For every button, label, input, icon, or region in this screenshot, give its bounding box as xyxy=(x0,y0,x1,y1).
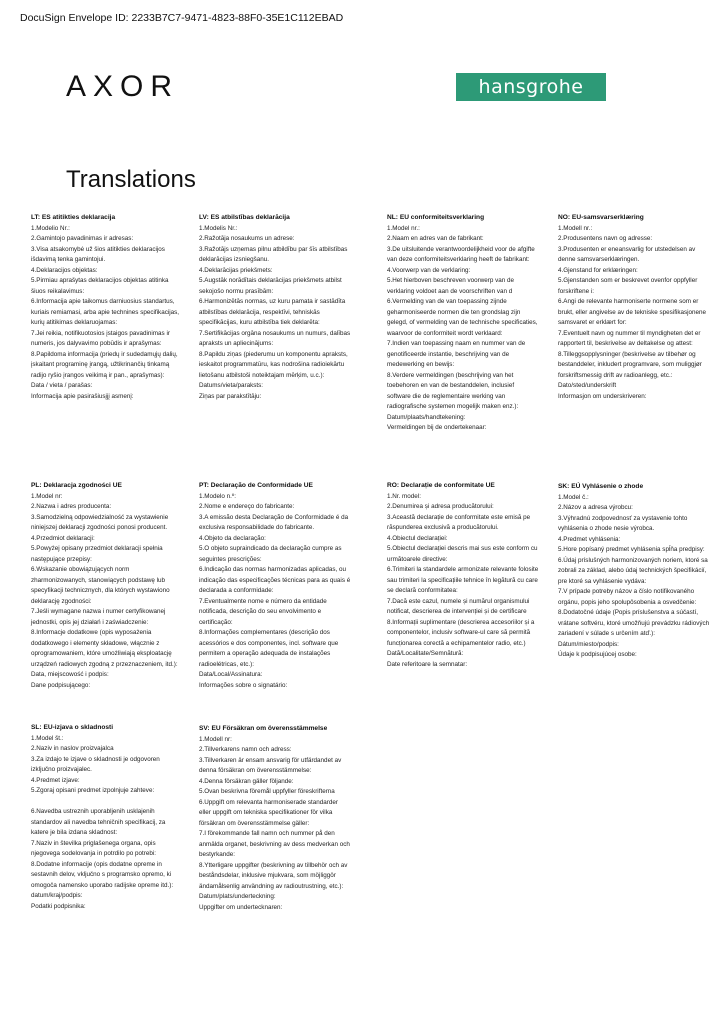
declaration-line: 8.Papildu ziņas (piederumu un komponentu apraksts, ieskaitot programmatūru, kas nodrošina radioiekārtu lietošanu atbilstoši noteiktajam mērķim, u.c.): xyxy=(199,350,348,379)
declaration-line: 3.Samodzielną odpowiedzialność za wystawienie niniejszej deklaracji zgodności ponosi producent. xyxy=(31,513,169,531)
declaration-line: 8.Informații suplimentare (descrierea accesoriilor și a componentelor, inclusiv software-ul care să permită funcționarea corectă a echipamentelor radio, etc.) xyxy=(387,618,535,647)
declaration-line: 7.Jei reikia, notifikuotosios įstaigos pavadinimas ir numeris, jos dalyvavimo pobūdis ir aprašymas: xyxy=(31,329,170,347)
page-title: Translations xyxy=(66,166,196,193)
declaration-line: 6.Angi de relevante harmoniserte normene som er brukt, eller angivelse av de tekniske spesifikasjonene samsvaret er erklært for: xyxy=(558,298,707,326)
declaration-lines xyxy=(31,224,183,403)
declaration-line: 1.Modell nr.: xyxy=(558,224,593,232)
declaration-line: 3.Tillverkaren är ensam ansvarig för utfärdandet av denna försäkran om överensstämmelse: xyxy=(199,756,342,774)
declaration-line: 8.Papildoma informacija (priedų ir sudedamųjų dalių, įskaitant programinę įrangą, užtikrinančių tinkamą radijo ryšio įrangos veikimą ir pan., aprašymas): xyxy=(31,350,178,379)
declaration-line: 2.Nazwa i adres producenta: xyxy=(31,503,112,510)
declaration-line: Dată/Localitate/Semnătură: xyxy=(387,650,464,657)
declaration-line: 3.Visa atsakomybė už šios atitikties deklaracijos išdavimą tenka gamintojui. xyxy=(31,245,165,263)
declaration-line: Informações sobre o signatário: xyxy=(199,681,288,689)
declaration-line: 1.Model št.: xyxy=(31,734,64,742)
declaration-line: Dátum/miesto/podpis: xyxy=(558,640,619,648)
declaration-line: 3.De uitsluitende verantwoordelijkheid voor de afgifte van deze conformiteitsverklaring heeft de fabrikant: xyxy=(387,245,535,263)
declaration-line: 6.Wskazanie obowiązujących norm zharmonizowanych, stanowiących podstawę lub specyfikacji technicznych, dla których wystawiono deklarację zgodności: xyxy=(31,566,170,605)
declaration-line: 4.Predmet izjave: xyxy=(31,776,80,784)
declaration-line: 8.Tilleggsopplysninger (beskrivelse av tilbehør og bestanddeler, inkludert programvare, som muliggjør forskriftsmessig drift av radioanlegg, etc.: xyxy=(558,350,702,379)
declaration-heading: SK: EÚ Vyhlásenie o zhode xyxy=(558,483,644,490)
declaration-line: 4.Przedmiot deklaracji: xyxy=(31,534,95,542)
declaration-line: 4.Objeto da declaração: xyxy=(199,534,266,542)
docusign-envelope-id: DocuSign Envelope ID: 2233B7C7-9471-4823-88F0-35E1C112EBAD xyxy=(20,12,344,24)
declaration-line: 1.Modelis Nr.: xyxy=(199,224,238,232)
declaration-block-nl xyxy=(387,213,539,434)
declaration-line: Dato/sted/underskrift xyxy=(558,382,617,389)
declaration-line: 4.Obiectul declarației: xyxy=(387,534,448,542)
declaration-line: 8.Verdere vermeldingen (beschrijving van het toebehoren en van de bestanddelen, inclusief software die de reglementaire werking van radiografische systemen mogelijk maken enz.): xyxy=(387,371,519,410)
declaration-line: 5.Powyżej opisany przedmiot deklaracji spełnia następujące przepisy: xyxy=(31,545,163,563)
declaration-line: 2.Produsentens navn og adresse: xyxy=(558,235,653,242)
declaration-line: 7.Naziv in številka priglašenega organa, opis njegovega sodelovanja in potrdilo po potrebi: xyxy=(31,839,156,857)
declaration-line: 4.Predmet vyhlásenia: xyxy=(558,535,621,543)
declaration-line: 5.O objeto supraindicado da declaração cumpre as seguintes prescrições: xyxy=(199,545,342,563)
declaration-line: 2.Gamintojo pavadinimas ir adresas: xyxy=(31,235,134,242)
declaration-block-pt xyxy=(199,481,351,691)
declaration-line: 7.V prípade potreby názov a číslo notifikovaného orgánu, popis jeho spolupôsobenia a osvedčenie: xyxy=(558,588,697,606)
declaration-line: 8.Dodatočné údaje (Popis príslušenstva a súčastí, vrátane softvéru, ktoré umožňujú prevádzku rádiových zariadení v súlade s určením atď.): xyxy=(558,609,710,637)
declaration-line: 3.Această declarație de conformitate este emisă pe răspunderea exclusivă a producătorului. xyxy=(387,513,531,531)
declaration-line: 6.Údaj príslušných harmonizovaných noriem, ktoré sa zobrali za základ, alebo údaj technických špecifikácií, pre ktoré sa vyhlásenie vydáva: xyxy=(558,556,708,585)
declaration-line: 3.Za izdajo te izjave o skladnosti je odgovoren izključno proizvajalec. xyxy=(31,755,160,773)
declaration-line: 1.Nr. model: xyxy=(387,492,421,500)
declaration-line: 3.Ražotājs uzņemas pilnu atbildību par šīs atbilstības deklarācijas izsniegšanu. xyxy=(199,245,348,263)
declaration-line: 5.Augstāk norādītais deklarācijas priekšmets atbilst sekojošo normu prasībām: xyxy=(199,277,342,295)
declaration-lines xyxy=(31,492,183,692)
declaration-line xyxy=(31,797,183,808)
declaration-line: 4.Deklarācijas priekšmets: xyxy=(199,266,273,274)
declaration-line: 2.Naam en adres van de fabrikant: xyxy=(387,235,484,242)
declaration-block-pl xyxy=(31,481,183,691)
declaration-line: 1.Model nr: xyxy=(31,492,63,500)
declaration-lines xyxy=(31,734,183,913)
declaration-line: 8.Informações complementares (descrição dos acessórios e dos componentes, incl. software que permitem a operação adequada de instalações radioelétricas, etc.): xyxy=(199,629,339,668)
declaration-lines xyxy=(387,492,539,671)
declaration-lines xyxy=(199,224,351,403)
declaration-heading: SL: EU-izjava o skladnosti xyxy=(31,724,114,731)
declaration-line: Data/Local/Assinatura: xyxy=(199,671,263,678)
declaration-block-sk xyxy=(558,482,710,661)
declaration-heading: NO: EU-samsvarserklæring xyxy=(558,214,644,221)
declaration-lines xyxy=(387,224,539,434)
declaration-lines xyxy=(199,492,351,692)
declaration-line: 4.Voorwerp van de verklaring: xyxy=(387,266,471,274)
declaration-line: Uppgifter om undertecknaren: xyxy=(199,903,283,911)
declaration-block-sl xyxy=(31,723,183,912)
declaration-line: 3.Výhradnú zodpovednosť za vystavenie tohto vyhlásenia o zhode nesie výrobca. xyxy=(558,514,688,532)
declaration-line: 3.Produsenten er eneansvarlig for utstedelsen av denne samsvarserklæringen. xyxy=(558,245,696,263)
declaration-line: 1.Model nr.: xyxy=(387,224,420,232)
declaration-line: Ziņas par parakstītāju: xyxy=(199,392,262,400)
declaration-line: 6.Trimiteri la standardele armonizate relevante folosite sau trimiteri la specificațiile tehnice în legătură cu care se declară conformitatea: xyxy=(387,566,539,594)
hansgrohe-logo: hansgrohe xyxy=(456,73,606,101)
declaration-lines xyxy=(558,224,710,403)
declaration-line: 1.Modelio Nr.: xyxy=(31,224,70,232)
declaration-line: 6.Indicação das normas harmonizadas aplicadas, ou indicação das especificações técnicas para as quais é declarada a conformidade: xyxy=(199,566,351,594)
declaration-line: 7.Eventuelt navn og nummer til myndigheten det er rapportert til, beskrivelse av deltakelse og attest: xyxy=(558,329,701,347)
declaration-line: 8.Dodatne informacije (opis dodatne opreme in sestavnih delov, vključno s programsko opremo, ki omogoča namensko uporabo radijske opreme itd.): xyxy=(31,860,174,889)
declaration-line: 1.Modell nr: xyxy=(199,735,232,743)
declaration-line: Informacija apie pasirašiusįjį asmenį: xyxy=(31,392,134,400)
declaration-line: 4.Gjenstand for erklæringen: xyxy=(558,266,638,274)
declaration-line: 5.Obiectul declarației descris mai sus este conform cu următoarele directive: xyxy=(387,545,538,563)
declaration-heading: PL: Deklaracja zgodności UE xyxy=(31,482,122,489)
declaration-line: Datum/plats/underteckning: xyxy=(199,893,276,900)
declaration-line: Dane podpisującego: xyxy=(31,681,91,689)
declaration-heading: NL: EU conformiteitsverklaring xyxy=(387,214,485,221)
declaration-heading: PT: Declaração de Conformidade UE xyxy=(199,482,313,489)
declaration-line: 7.Dacă este cazul, numele și numărul organismului notificat, descrierea de intervenției și de certificare xyxy=(387,597,530,615)
declaration-line: 4.Denna försäkran gäller följande: xyxy=(199,777,294,785)
declaration-line: 7.Sertifikācijas orgāna nosaukums un numurs, dalības apraksts un apliecinājums: xyxy=(199,329,351,347)
declaration-line: Date referitoare la semnatar: xyxy=(387,660,468,668)
declaration-line: 1.Modelo n.º: xyxy=(199,492,236,500)
declaration-line: 6.Navedba ustreznih uporabljenih usklajenih standardov ali navedba tehničnih specifikacij, za katere je bila izdana skladnost: xyxy=(31,808,166,836)
declaration-line: 5.Gjenstanden som er beskrevet ovenfor oppfyller forskriftene i: xyxy=(558,277,698,295)
declaration-line: 5.Ovan beskrivna föremål uppfyller föreskrifterna xyxy=(199,788,335,795)
declaration-line: 8.Ytterligare uppgifter (beskrivning av tillbehör och av beståndsdelar, inklusive mjukvara, som möjliggör ändamålsenlig användning av radioutrustning, etc.): xyxy=(199,861,348,890)
declaration-line: 2.Denumirea și adresa producătorului: xyxy=(387,503,494,510)
declaration-line: 8.Informacje dodatkowe (opis wyposażenia dodatkowego i elementy składowe, włącznie z oprogramowaniem, które umożliwiają eksploatację urządzeń radiowych zgodną z przeznaczeniem, itd.): xyxy=(31,629,178,668)
declaration-line: Datums/vieta/paraksts: xyxy=(199,382,264,389)
declaration-lines xyxy=(199,735,351,914)
declaration-line: Informasjon om underskriveren: xyxy=(558,392,647,400)
declaration-line: 7.Jeśli wymagane nazwa i numer certyfikowanej jednostki, opis jej działań i zaświadczenie: xyxy=(31,608,166,626)
declaration-line: Údaje k podpisujúcej osobe: xyxy=(558,651,637,658)
declaration-line: 5.Zgoraj opisani predmet izpolnjuje zahteve: xyxy=(31,787,155,794)
declaration-line: 2.Nome e endereço do fabricante: xyxy=(199,503,295,510)
declaration-line: 5.Hore popísaný predmet vyhlásenia spĺňa predpisy: xyxy=(558,546,705,553)
declaration-line: Data / vieta / parašas: xyxy=(31,382,93,389)
declaration-heading: RO: Declarație de conformitate UE xyxy=(387,482,495,489)
declaration-line: 5.Het hierboven beschreven voorwerp van de verklaring voldoet aan de voorschriften van d xyxy=(387,277,515,295)
declaration-line: 2.Naziv in naslov proizvajalca xyxy=(31,745,114,752)
declaration-line: 5.Pirmiau aprašytas deklaracijos objektas atitinka šiuos reikalavimus: xyxy=(31,277,169,295)
declaration-block-no xyxy=(558,213,710,402)
declaration-lines xyxy=(558,493,710,661)
declaration-heading: SV: EU Försäkran om överensstämmelse xyxy=(199,725,328,732)
declaration-line: 6.Vermelding van de van toepassing zijnde geharmoniseerde normen die ten grondslag zijn gelegd, of vermelding van de technische specificaties, waarvoor de conformiteit wordt verklaard: xyxy=(387,298,538,337)
declaration-line: 7.I förekommande fall namn och nummer på den anmälda organet, beskrivning av dess medverkan och bestyrkande: xyxy=(199,830,350,858)
declaration-line: 2.Názov a adresa výrobcu: xyxy=(558,504,633,511)
declaration-heading: LV: ES atbilstības deklarācija xyxy=(199,214,290,221)
declaration-line: 6.Uppgift om relevanta harmoniserade standarder eller uppgift om tekniska specifikationer för vilka försäkran om överensstämmelse gäller: xyxy=(199,798,338,827)
axor-logo: AXOR xyxy=(66,70,180,103)
declaration-line: 2.Ražotāja nosaukums un adrese: xyxy=(199,235,295,242)
declaration-line: Vermeldingen bij de ondertekenaar: xyxy=(387,424,487,431)
declaration-line: 7.Eventualmente nome e número da entidade notificada, descrição do seu envolvimento e certificação: xyxy=(199,597,327,626)
declaration-block-lv xyxy=(199,213,351,402)
declaration-line: 6.Harmonizētās normas, uz kuru pamata ir sastādīta atbilstības deklarācija, respektīvi, tehniskās specifikācijas, kuru atbilstība tiek deklarēta: xyxy=(199,298,346,326)
declaration-line: 7.Indien van toepassing naam en nummer van de genotificeerde instantie, beschrijving van de medewerking en bewijs: xyxy=(387,340,526,368)
declaration-line: 6.Informacija apie taikomus darniuosius standartus, kuriais remiamasi, arba apie technines specifikacijas, kurių atitikimas deklaruojamas: xyxy=(31,298,180,326)
declaration-line: 4.Deklaracijos objektas: xyxy=(31,266,98,274)
declaration-line: 2.Tillverkarens namn och adress: xyxy=(199,746,292,753)
declaration-line: 3.A emissão desta Declaração de Conformidade é da exclusiva responsabilidade do fabricante. xyxy=(199,513,349,531)
declaration-block-lt xyxy=(31,213,183,402)
declaration-line: Data, miejscowość i podpis: xyxy=(31,671,109,678)
declaration-block-ro xyxy=(387,481,539,670)
declaration-line: 1.Model č.: xyxy=(558,493,589,501)
declaration-heading: LT: ES atitikties deklaracija xyxy=(31,214,116,221)
declaration-line: datum/kraj/podpis: xyxy=(31,892,83,899)
declaration-block-sv xyxy=(199,724,351,913)
declaration-line: Datum/plaats/handtekening: xyxy=(387,413,466,421)
declaration-line: Podatki podpisnika: xyxy=(31,902,86,910)
